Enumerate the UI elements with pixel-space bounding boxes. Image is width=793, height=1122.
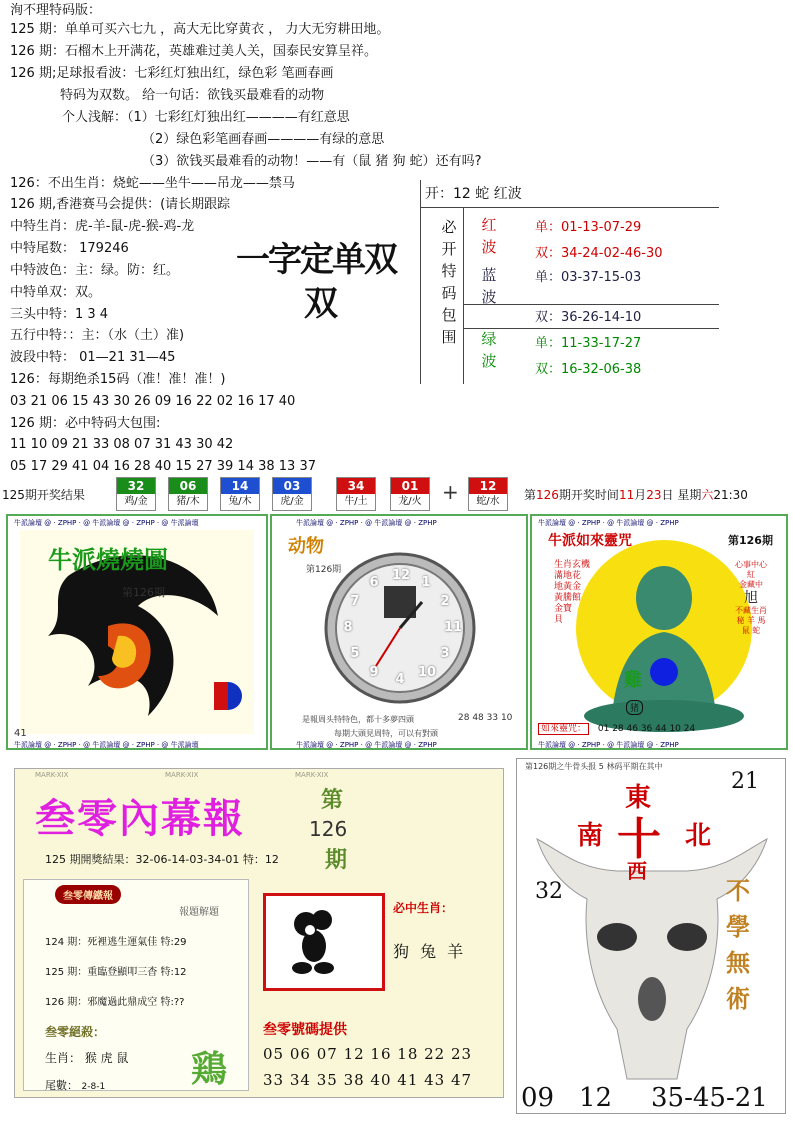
kai-row: 双：34-24-02-46-30: [535, 246, 663, 261]
text-line: 11 10 09 21 33 08 07 31 43 30 42: [10, 437, 234, 452]
result-ball: 14 兔/木: [220, 477, 260, 511]
result-strip: [0, 476, 793, 510]
clock-number: 5: [350, 646, 360, 661]
clock-number: 2: [440, 594, 450, 609]
red-wave-label: 红 波: [481, 216, 497, 256]
result-ball: 32 鸡/金: [116, 477, 156, 511]
panel4-result: 125 期開獎結果：32-06-14-03-34-01 特：12: [45, 853, 279, 866]
panel2-note2: 每期大頭見周特，可以有對頭: [334, 729, 438, 738]
result-ball: 12 蛇/水: [468, 477, 508, 511]
panel-newspaper: MARK-XIX MARK-XIX MARK-XIX 叁零內幕報 第 126 期 125 期開獎結果：32-06-14-03-34-01 特：12 叁零傳鐵報 報題解題 124 期：死裡逃生運氣佳 特:29 125 期：重臨登顯叩三杳 特:12 126 期：邪魔過此鼎成空 特:?? 叁零絕殺： 生肖： 猴 虎 鼠 尾數： 2-8-1 鶏 必中生肖： 狗 兔 羊 叁零號碼提供 05 06 07 12 16 18 22 23 33 34 35 38 40 41 43 47: [14, 768, 504, 1098]
text-line: 中特生肖：虎-羊-鼠-虎-猴-鸡-龙: [10, 219, 195, 234]
kai-side-label: 必 开 特 码 包 围: [441, 218, 457, 346]
text-line: 中特单双：双。: [10, 285, 102, 300]
kai-row: 双：16-32-06-38: [535, 362, 642, 377]
text-line: （3）欲钱买最难看的动物！——有（鼠 猪 狗 蛇）还有吗?: [142, 154, 482, 169]
panel4-qi: 期: [325, 848, 348, 873]
panel4-pill: 叁零傳鐵報: [55, 885, 121, 904]
panel3-title: 牛派如來靈咒: [548, 533, 632, 549]
text-line: 126：每期绝杀15码（准！准！准！): [10, 372, 226, 387]
panel3-right-text: 心事中心 紅 金藏中 旭 不藏生肖 秘 羊 馬 鼠 蛇: [735, 560, 767, 635]
clock-number: 12: [392, 568, 411, 583]
panel1-issue: 第126期: [122, 586, 165, 599]
text-line: 中特尾数： 179246: [10, 241, 129, 256]
panel4-image-box: [263, 893, 385, 991]
panel3-issue: 第126期: [728, 534, 773, 547]
panel4-haoma-row2: 33 34 35 38 40 41 43 47: [263, 1071, 473, 1089]
clock-number: 11: [444, 620, 463, 635]
text-line: 个人浅解：（1）七彩红灯独出红————有红意思: [62, 110, 350, 125]
panel5-east: 東: [625, 783, 652, 813]
plus-sign: +: [442, 480, 459, 504]
panel4-chicken: 鶏: [191, 1048, 228, 1090]
panel4-haoma-row1: 05 06 07 12 16 18 22 23: [263, 1045, 473, 1063]
text-line: 126 期;足球报看波：七彩红灯独出红，绿色彩 笔画春画: [10, 66, 334, 81]
panel3-left-text: 生肖玄機 滿地花 地黃金 黃騰館 金寶 貝: [554, 560, 591, 625]
panel4-jueji: 叁零絕殺：: [45, 1025, 106, 1039]
text-line: （2）绿色彩笔画春画————有绿的意思: [142, 132, 385, 147]
result-ball: 03 虎/金: [272, 477, 312, 511]
panel4-title: 叁零內幕報: [35, 796, 245, 842]
clock-number: 3: [440, 646, 450, 661]
panel4-num: 126: [309, 817, 348, 841]
panel5-n32: 32: [535, 879, 563, 904]
panel2-issue: 第126期: [306, 565, 342, 575]
panel2-note1-nums: 28 48 33 10: [458, 713, 513, 723]
panel5-cross: 十: [617, 814, 661, 865]
panel3-bottom: 如來靈咒： 01 28 46 36 44 10 24: [538, 721, 695, 734]
kai-row: 单：03-37-15-03: [535, 270, 642, 285]
text-line: 05 17 29 41 04 16 28 40 15 27 39 14 38 13 37: [10, 459, 316, 474]
panel1-title: 牛派燒燒圖: [48, 545, 168, 574]
cartoon-icon: [266, 896, 376, 982]
text-line: 126 期：必中特码大包围:: [10, 416, 161, 431]
clock-number: 9: [369, 665, 379, 681]
result-ball: 01 龙/火: [390, 477, 430, 511]
panel4-q125: 125 期：重臨登顯叩三杳 特:12: [45, 967, 187, 978]
clock-number: 8: [343, 620, 353, 635]
clock-number: 7: [350, 594, 360, 609]
panel5-b2: 12: [579, 1083, 613, 1113]
handwriting-line2: 双: [304, 284, 338, 324]
panel5-b3: 35-45-21: [651, 1083, 768, 1113]
clock-number: 4: [395, 672, 405, 687]
panel5-n21: 21: [731, 769, 759, 794]
panel5-top: 第126期之牛骨头报 5 林码平期在其中: [525, 762, 663, 771]
panel-buddha: 牛派論壇 @ · ZPHP · @ 牛派論壇 @ · ZPHP 牛派論壇 @ · ZPHP · @ 牛派論壇 @ · ZPHP 牛派如來靈咒 第126期 生肖玄機 滿地花 地黃金 黃騰館 金寶 貝 心事中心 紅 金藏中 旭 不藏生肖 秘 羊 馬 鼠 蛇 雞 猪 如來靈咒： 01 28 46 36 44 10 24: [530, 514, 788, 750]
text-line: 126 期：石榴木上开满花，英雄难过美人关，国泰民安算呈祥。: [10, 44, 377, 59]
panel5-north: 北: [685, 821, 712, 851]
panel4-subtitle: 報題解題: [179, 907, 219, 918]
clock-number: 10: [418, 665, 437, 681]
panel5-south: 南: [577, 821, 604, 851]
panel3-glyph2: 猪: [626, 700, 643, 715]
panel1-corner: 41: [14, 728, 27, 739]
panel5-side-text: 不 學 無 術: [726, 877, 750, 1013]
kai-divider: [463, 328, 719, 329]
text-line: 中特波色：主：绿。防：红。: [10, 263, 180, 278]
panel-skull: [516, 758, 786, 1114]
panel2-note1: 是報周头特特色，都十多夢四頭: [302, 715, 414, 724]
clock-number: 6: [369, 574, 379, 590]
panel2-title: 动物: [288, 536, 324, 557]
text-line: 126 期,香港赛马会提供：(请长期跟踪: [10, 197, 231, 212]
text-line: 特码为双数。 给一句话：欲钱买最难看的动物: [60, 88, 325, 103]
panel-fire: 牛派論壇 @ · ZPHP · @ 牛派論壇 @ · ZPHP · @ 牛派論壇 牛派論壇 @ · ZPHP · @ 牛派論壇 @ · ZPHP · @ 牛派論壇 牛派燒燒圖 第126期 41: [6, 514, 268, 750]
next-draw-time: 第126期开奖时间11月23日 星期六21:30: [524, 488, 748, 502]
kai-box: [420, 180, 719, 384]
panel-clock: 牛派論壇 @ · ZPHP · @ 牛派論壇 @ · ZPHP 牛派論壇 @ · ZPHP · @ 牛派論壇 @ · ZPHP 动物 第126期 12 1 2 11 3 10 4 9 5 8 7 6 是報周头特特色，都十多夢四頭 28 48 33 10 每期大頭見周特，可以有對頭: [270, 514, 528, 750]
kai-row: 单：11-33-17-27: [535, 336, 642, 351]
panel4-bizhong-val: 狗 兔 羊: [393, 942, 467, 961]
panel4-weishu: 尾數： 2-8-1: [45, 1079, 106, 1092]
kai-header: 开：12 蛇 红波: [421, 180, 719, 208]
kai-row: 双：36-26-14-10: [535, 310, 642, 325]
kai-divider: [463, 304, 719, 305]
result-ball: 34 牛/土: [336, 477, 376, 511]
panel5-west: 西: [627, 859, 647, 883]
text-line: 03 21 06 15 43 30 26 09 16 22 02 16 17 40: [10, 394, 296, 409]
text-line: 三头中特：1 3 4: [10, 307, 109, 322]
blue-wave-label: 蓝 波: [481, 266, 497, 306]
kai-row: 单：01-13-07-29: [535, 220, 642, 235]
panel4-bizhong-label: 必中生肖：: [393, 901, 454, 915]
panel4-q124: 124 期：死裡逃生運氣佳 特:29: [45, 937, 187, 948]
kai-divider: [463, 208, 464, 384]
panel4-di: 第: [321, 788, 344, 813]
text-line: 126：不出生肖：烧蛇——坐牛——吊龙——禁马: [10, 176, 295, 191]
panel3-glyph: 雞: [624, 670, 642, 691]
clock-number: 1: [421, 574, 431, 590]
panel4-q126: 126 期：邪魔過此鼎成空 特:??: [45, 997, 185, 1008]
text-line: 125 期：单单可买六七九 ，高大无比穿黄衣 ， 力大无穷耕田地。: [10, 22, 390, 37]
result-label: 125期开奖结果: [2, 488, 85, 502]
page-title: 洵不理特码版：: [10, 3, 102, 18]
text-line: 五行中特：：主：（水（土）准): [10, 328, 185, 343]
result-ball: 06 猪/木: [168, 477, 208, 511]
panel5-b1: 09: [521, 1083, 555, 1113]
text-line: 波段中特： 01—21 31—45: [10, 350, 176, 365]
panel4-haoma-title: 叁零號碼提供: [263, 1022, 347, 1038]
green-wave-label: 绿 波: [481, 330, 497, 370]
handwriting-line1: 一字定单双: [236, 240, 396, 280]
panel4-shengxiao: 生肖： 猴 虎 鼠: [45, 1051, 129, 1065]
